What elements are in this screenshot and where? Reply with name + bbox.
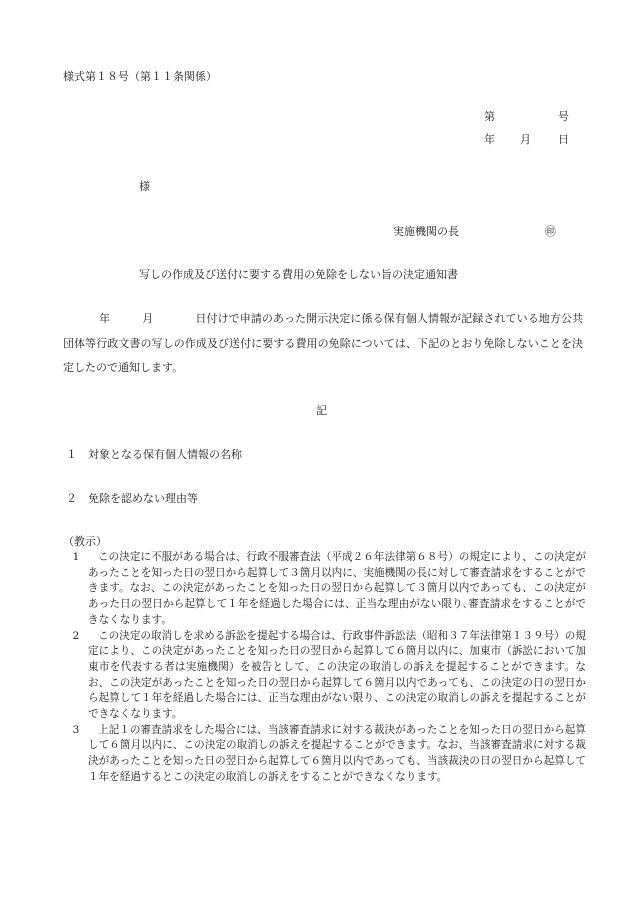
- note-number: 3: [72, 723, 80, 736]
- instruction-note: [64, 550, 586, 629]
- instruction-note: [64, 629, 586, 723]
- date-year-label: 年: [484, 133, 495, 146]
- instruction-note: [64, 723, 586, 786]
- addressee-honorific: 様: [139, 180, 150, 193]
- notice-body: [63, 307, 583, 381]
- instruction-label: （教示）: [63, 535, 107, 548]
- form-number: 様式第１８号（第１１条関係）: [63, 70, 217, 83]
- document-number-label: 第: [484, 110, 495, 123]
- note-text: この決定に不服がある場合は、行政不服審査法（平成２６年法律第６８号）の規定により、この決定があったことを知った日の翌日から起算して３箇月以内に、実施機関の長に対して審査請求をすることができます。なお、この決定があったことを知った日の翌日から起算して３箇月以内であっても、この決定があった日の翌日から起算して１年を経過した場合には、正当な理由がない限り､審査請求をすることができなくなります。: [88, 551, 586, 626]
- date-month-label: 月: [520, 133, 531, 146]
- note-number: 2: [72, 629, 80, 642]
- note-text: この決定の取消しを求める訴訟を提起する場合は、行政事件訴訟法（昭和３７年法律第１３９号）の規定により、この決定があったことを知った日の翌日から起算して６箇月以内に、加東市（訴訟において加東市を代表する者は実施機関）を被告として、この決定の取消しの訴えを提起することができます。なお、この決定があったことを知った日の翌日から起算して６箇月以内であっても、この決定の日の翌日から起算して１年を経過した場合には、正当な理由がない限り、この決定の取消しの訴えを提起することができなくなります。: [88, 629, 586, 721]
- seal-mark: ㊞: [545, 225, 556, 238]
- section-refusal-reason: ２ 免除を認めない理由等: [66, 492, 198, 505]
- date-day-label: 日: [558, 133, 569, 146]
- note-number: 1: [72, 551, 80, 563]
- document-number-suffix: 号: [558, 110, 569, 123]
- ki-heading: 記: [316, 404, 327, 417]
- body-text: 日付けで申請のあった開示決定に係る保有個人情報が記録されている地方公共団体等行政文書の写しの作成及び送付に要する費用の免除については、下記のとおり免除しないことを決定したので通知します。: [63, 312, 584, 374]
- section-target-info-name: １ 対象となる保有個人情報の名称: [66, 448, 242, 461]
- body-month-label: 月: [142, 312, 154, 325]
- note-text: 上記１の審査請求をした場合には、当該審査請求に対する裁決があったことを知った日の翌日から起算して６箇月以内に、この決定の取消しの訴えを提起することができます。なお、当該審査請求に対する裁決があったことを知った日の翌日から起算して６箇月以内であっても、当該裁決の日の翌日から起算して１年を経過するとこの決定の取消しの訴えをすることができなくなります。: [88, 723, 586, 783]
- instruction-notes: [64, 550, 586, 786]
- document-title: 写しの作成及び送付に要する費用の免除をしない旨の決定通知書: [139, 268, 458, 281]
- sender-title: 実施機関の長: [393, 225, 459, 238]
- body-year-label: 年: [99, 312, 111, 325]
